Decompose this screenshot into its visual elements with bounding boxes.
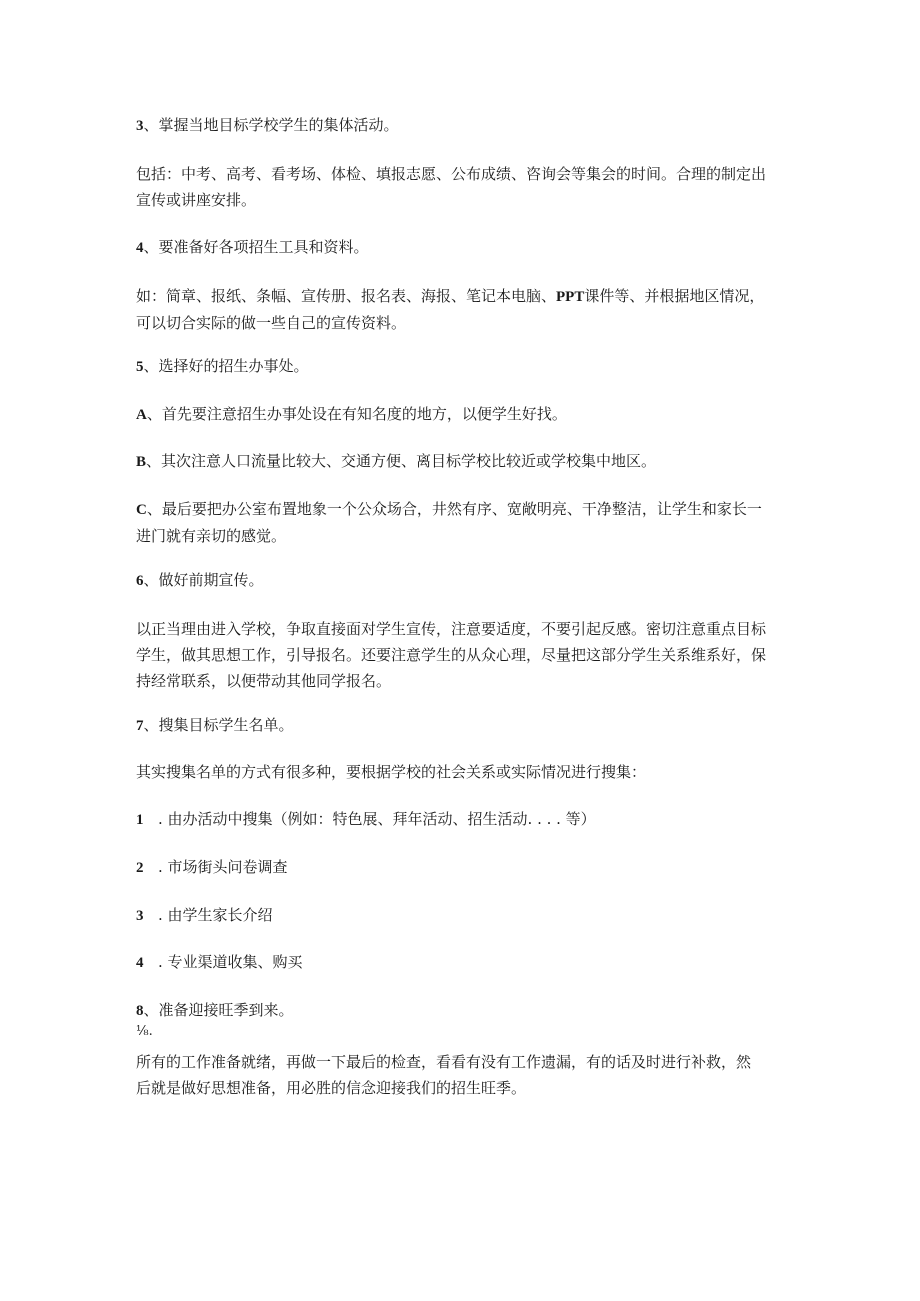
list-item	[136, 806, 596, 833]
section-number: 6	[136, 573, 144, 589]
paragraph-line: 包括：中考、高考、看考场、体检、填报志愿、公布成绩、咨询会等集会的时间。合理的制定出	[136, 165, 767, 183]
list-text: . 由学生家长介绍	[158, 906, 273, 924]
section-7-heading	[136, 712, 294, 739]
item-letter: B	[136, 454, 147, 470]
item-text: 、其次注意人口流量比较大、交通方便、离目标学校比较近或学校集中地区。	[146, 452, 657, 470]
section-title: 、做好前期宣传。	[143, 571, 264, 589]
list-text: . 由办活动中搜集（例如：特色展、拜年活动、招生活动. . . . 等）	[158, 810, 596, 828]
paragraph-line: 学生，做其思想工作，引导报名。还要注意学生的从众心理，尽量把这部分学生关系维系好，保	[136, 646, 767, 664]
paragraph-line: 后就是做好思想准备，用必胜的信念迎接我们的招生旺季。	[136, 1079, 527, 1097]
section-title: 、准备迎接旺季到来。	[143, 1001, 294, 1019]
section-3-heading	[136, 112, 399, 139]
paragraph-line: 持经常联系，以便带动其他同学报名。	[136, 672, 392, 690]
section-3-body	[136, 161, 766, 213]
list-number: 4	[136, 955, 144, 971]
list-number: 3	[136, 908, 144, 924]
ppt-label: PPT	[556, 289, 585, 305]
section-6-heading	[136, 567, 264, 594]
paragraph-line: 进门就有亲切的感觉。	[136, 527, 287, 545]
section-number: 5	[136, 359, 144, 375]
paragraph-line: 可以切合实际的做一些自己的宣传资料。	[136, 314, 407, 332]
section-title: 、选择好的招生办事处。	[143, 357, 309, 375]
paragraph-line: 所有的工作准备就绪，再做一下最后的检查，看看有没有工作遗漏，有的话及时进行补救，然	[136, 1053, 752, 1071]
list-text: . 专业渠道收集、购买	[158, 953, 303, 971]
section-5-item-c	[136, 496, 762, 549]
item-text: 、最后要把办公室布置地象一个公众场合，井然有序、宽敞明亮、干净整洁，让学生和家长一	[146, 500, 762, 518]
section-number: 7	[136, 718, 144, 734]
paragraph-line	[136, 496, 762, 523]
section-8-heading	[136, 997, 294, 1024]
section-title: 、要准备好各项招生工具和资料。	[143, 238, 369, 256]
section-number: 3	[136, 118, 144, 134]
paragraph-line	[136, 283, 764, 310]
section-5-item-a	[136, 401, 567, 428]
section-4-heading	[136, 234, 369, 261]
item-letter: A	[136, 407, 147, 423]
section-6-body	[136, 616, 766, 694]
section-number: 4	[136, 240, 144, 256]
list-number: 1	[136, 812, 144, 828]
stray-mark	[136, 1024, 153, 1042]
paragraph-line: 宣传或讲座安排。	[136, 191, 257, 209]
list-item	[136, 854, 288, 881]
item-text: 、首先要注意招生办事处设在有知名度的地方，以便学生好找。	[146, 405, 567, 423]
list-number: 2	[136, 860, 144, 876]
section-8-body	[136, 1049, 751, 1101]
section-title: 、掌握当地目标学校学生的集体活动。	[143, 116, 399, 134]
text-segment: 课件等、并根据地区情况，	[584, 287, 765, 305]
paragraph-line: 其实搜集名单的方式有很多种，要根据学校的社会关系或实际情况进行搜集：	[136, 763, 647, 781]
list-text: . 市场街头问卷调查	[158, 858, 288, 876]
section-number: 8	[136, 1003, 144, 1019]
section-4-body	[136, 283, 764, 336]
section-title: 、搜集目标学生名单。	[143, 716, 294, 734]
text-segment: 如：简章、报纸、条幅、宣传册、报名表、海报、笔记本电脑、	[136, 287, 557, 305]
stray-mark-text: ⅛.	[136, 1024, 153, 1039]
list-item	[136, 949, 303, 976]
section-5-item-b	[136, 448, 656, 475]
section-7-intro	[136, 759, 646, 785]
paragraph-line: 以正当理由进入学校，争取直接面对学生宣传，注意要适度，不要引起反感。密切注意重点目标	[136, 620, 767, 638]
section-5-heading	[136, 353, 309, 380]
list-item	[136, 902, 273, 929]
item-letter: C	[136, 502, 147, 518]
